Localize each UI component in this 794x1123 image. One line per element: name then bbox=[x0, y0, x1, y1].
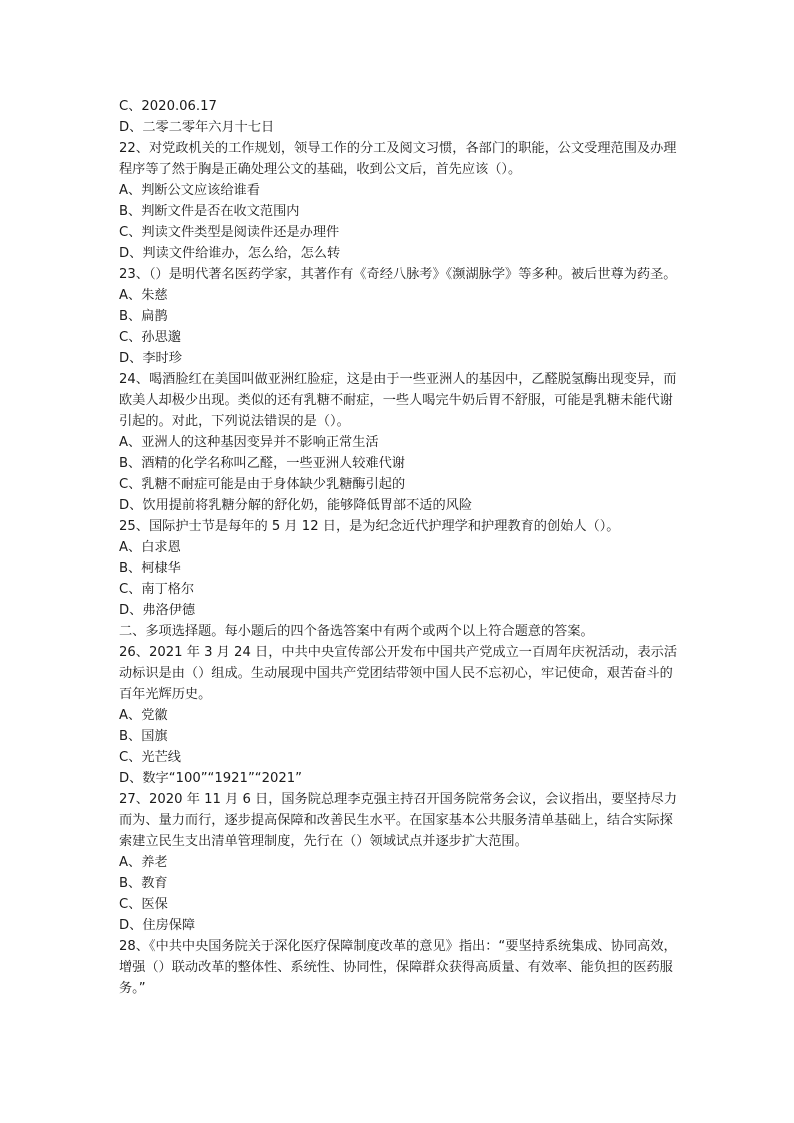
question-text: 25、国际护士节是每年的 5 月 12 日，是为纪念近代护理学和护理教育的创始人（）。 bbox=[119, 519, 620, 534]
question-text: 27、2020 年 11 月 6 日，国务院总理李克强主持召开国务院常务会议，会议指出，要坚持尽力而为、量力而行，逐步提高保障和改善民生水平。在国家基本公共服务清单基础上，结合实际探索建立民生支出清单管理制度，先行在（）领域试点并逐步扩大范围。 bbox=[119, 792, 678, 849]
text-line: D、判读文件给谁办，怎么给，怎么转 bbox=[119, 246, 341, 261]
question-text: 23、（）是明代著名医药学家，其著作有《奇经八脉考》《濒湖脉学》等多种。被后世尊为药圣。 bbox=[119, 267, 677, 282]
text-line: C、判读文件类型是阅读件还是办理件 bbox=[119, 225, 340, 240]
text-line: C、南丁格尔 bbox=[119, 582, 195, 597]
text-line: B、扁鹊 bbox=[119, 309, 168, 324]
text-line: A、亚洲人的这种基因变异并不影响正常生活 bbox=[119, 435, 379, 450]
text-line: B、国旗 bbox=[119, 729, 168, 744]
text-line: A、养老 bbox=[119, 855, 168, 870]
text-line: D、住房保障 bbox=[119, 918, 196, 933]
text-line: B、教育 bbox=[119, 876, 168, 891]
text-line: C、光芒线 bbox=[119, 750, 181, 765]
text-line: B、柯棣华 bbox=[119, 561, 181, 576]
text-line: B、判断文件是否在收文范围内 bbox=[119, 204, 300, 219]
text-line: C、2020.06.17 bbox=[119, 99, 217, 114]
text-line: C、孙思邈 bbox=[119, 330, 181, 345]
text-line: C、乳糖不耐症可能是由于身体缺少乳糖酶引起的 bbox=[119, 477, 406, 492]
text-line: D、二零二零年六月十七日 bbox=[119, 120, 275, 135]
text-line: B、酒精的化学名称叫乙醛，一些亚洲人较难代谢 bbox=[119, 456, 405, 471]
text-line: D、李时珍 bbox=[119, 351, 182, 366]
question-text: 26、2021 年 3 月 24 日，中共中央宣传部公开发布中国共产党成立一百周年庆祝活动，表示活动标识是由（）组成。生动展现中国共产党团结带领中国人民不忘初心，牢记使命，艰苦奋斗的百年光辉历史。 bbox=[119, 645, 678, 702]
question-text: 22、对党政机关的工作规划，领导工作的分工及阅文习惯，各部门的职能，公文受理范围及办理程序等了然于胸是正确处理公文的基础，收到公文后，首先应该（）。 bbox=[119, 141, 677, 177]
question-text: 28、《中共中央国务院关于深化医疗保障制度改革的意见》指出：“要坚持系统集成、协同高效，增强（）联动改革的整体性、系统性、协同性，保障群众获得高质量、有效率、能负担的医药服务。” bbox=[119, 939, 677, 996]
text-line: D、饮用提前将乳糖分解的舒化奶，能够降低胃部不适的风险 bbox=[119, 498, 473, 513]
text-line: A、朱慈 bbox=[119, 288, 168, 303]
text-line: D、数字“100”“1921”“2021” bbox=[119, 771, 303, 786]
text-line: A、党徽 bbox=[119, 708, 168, 723]
text-line: 二、多项选择题。每小题后的四个备选答案中有两个或两个以上符合题意的答案。 bbox=[119, 624, 594, 639]
text-line: A、白求恩 bbox=[119, 540, 181, 555]
text-line: D、弗洛伊德 bbox=[119, 603, 196, 618]
text-line: A、判断公文应该给谁看 bbox=[119, 183, 260, 198]
document-page bbox=[119, 96, 679, 999]
question-text: 24、喝酒脸红在美国叫做亚洲红脸症，这是由于一些亚洲人的基因中，乙醛脱氢酶出现变异，而欧美人却极少出现。类似的还有乳糖不耐症，一些人喝完牛奶后胃不舒服，可能是乳糖未能代谢引起的。对此，下列说法错误的是（）。 bbox=[119, 372, 677, 429]
text-line: C、医保 bbox=[119, 897, 168, 912]
